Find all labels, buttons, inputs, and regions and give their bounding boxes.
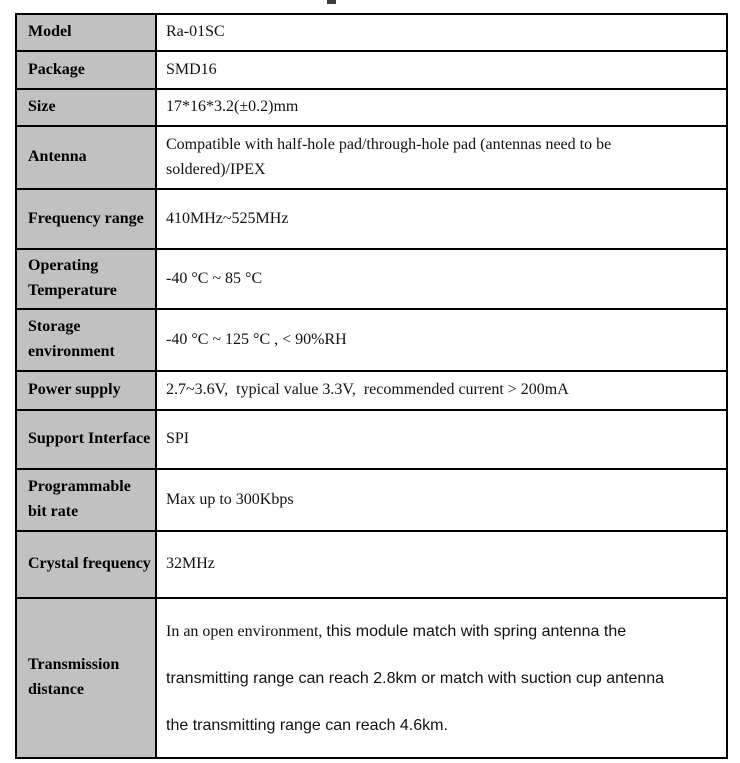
spec-table — [15, 13, 728, 759]
spec-value: Compatible with half-hole pad/through-hole pad (antennas need to be soldered)/IPEX — [156, 126, 727, 189]
transmission-line-2: transmitting range can reach 2.8km or match with suction cup antenna — [166, 669, 665, 687]
row-size — [16, 89, 727, 126]
spec-value: SPI — [156, 410, 727, 469]
row-programmable-bit-rate — [16, 469, 727, 531]
spec-label: Crystal frequency — [16, 531, 156, 598]
spec-label: Antenna — [16, 126, 156, 189]
spec-label: Size — [16, 89, 156, 126]
spec-value: 32MHz — [156, 531, 727, 598]
row-model — [16, 14, 727, 51]
spec-label: Frequency range — [16, 189, 156, 249]
transmission-line-1 — [166, 608, 720, 655]
row-storage-environment — [16, 309, 727, 371]
spec-label: Programmable bit rate — [16, 469, 156, 531]
cropped-text-fragment — [327, 0, 336, 4]
spec-label: Support Interface — [16, 410, 156, 469]
row-power-supply — [16, 371, 727, 410]
transmission-line-1-serif: In an open environment, — [166, 622, 323, 640]
spec-label: Model — [16, 14, 156, 51]
transmission-line-1-sans: this module match with spring antenna the — [326, 622, 627, 640]
spec-value: -40 °C ~ 85 °C — [156, 249, 727, 309]
spec-value: 410MHz~525MHz — [156, 189, 727, 249]
row-transmission-distance — [16, 598, 727, 758]
row-package — [16, 51, 727, 89]
row-crystal-frequency — [16, 531, 727, 598]
spec-label: Power supply — [16, 371, 156, 410]
spec-label: Operating Temperature — [16, 249, 156, 309]
spec-value: 17*16*3.2(±0.2)mm — [156, 89, 727, 126]
spec-label: Transmission distance — [16, 598, 156, 758]
row-antenna — [16, 126, 727, 189]
row-frequency-range — [16, 189, 727, 249]
row-operating-temperature — [16, 249, 727, 309]
spec-value: Max up to 300Kbps — [156, 469, 727, 531]
spec-value — [156, 598, 727, 758]
spec-value: Ra-01SC — [156, 14, 727, 51]
row-support-interface — [16, 410, 727, 469]
transmission-line-3: the transmitting range can reach 4.6km. — [166, 716, 448, 734]
spec-label: Storage environment — [16, 309, 156, 371]
spec-value: SMD16 — [156, 51, 727, 89]
spec-value: -40 °C ~ 125 °C , < 90%RH — [156, 309, 727, 371]
spec-label: Package — [16, 51, 156, 89]
spec-value: 2.7~3.6V, typical value 3.3V, recommended current > 200mA — [156, 371, 727, 410]
